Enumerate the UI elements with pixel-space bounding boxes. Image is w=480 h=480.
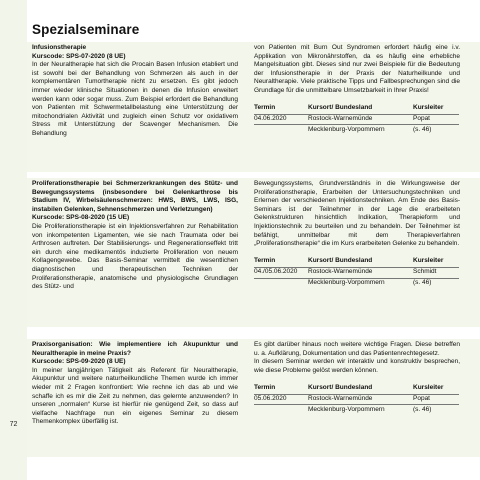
page-margin-band: [0, 0, 27, 480]
seminar-praxisorganisation: [27, 339, 480, 457]
header-kursleiter: Kursleiter: [413, 384, 459, 394]
right-column: [254, 180, 460, 288]
course-code: Kurscode: SPS-09-2020 (8 UE): [32, 358, 126, 366]
seminar-heading: Infusionstherapie: [32, 44, 87, 51]
schedule-date: 04.06.2020: [254, 114, 308, 125]
seminar-description-continued-2: In diesem Seminar werden wir interaktiv und konstruktiv besprechen, wie diese Probleme gelöst werden können.: [254, 358, 460, 374]
left-column: [32, 341, 238, 427]
seminar-description: In meiner langjährigen Tätigkeit als Referent für Neuraltherapie, Akupunktur und weitere naturheilkundliche Themen wurde ich immer wieder mit 2 Fragen konfrontiert: Wie rechne ich das ab und wie schaffe ich es mir die Zeit zu nehmen, das gelernte anzuwenden? In unseren „normalen“ Kurse ist hierfür nie genügend Zeit, so dass auf vielfache Nachfrage nun ein eigenes Seminar zu diesem Themenkomplex überfällig ist.: [32, 366, 238, 426]
header-termin: Termin: [254, 104, 308, 114]
seminar-description: In der Neuraltherapie hat sich die Procain Basen Infusion etabliert und ist sowohl bei der Behandlung von Schmerzen als auch in der komplementären Tumortherapie nicht zu ersetzen. Es gibt jedoch immer wieder klinische Situationen in denen die Infusion erweitert werden kann oder sogar muss. Zum Beispiel erfordert die Behandlung von Patienten mit Schwermetallbelastung eine Unterstützung der mitochondrialen Aktivität und zugleich einen Schutz vor oxidativem Stress mit Unterstützung der Scavenger Mechanismen. Die Behandlung: [32, 61, 238, 137]
schedule-place: Rostock-Warnemünde: [308, 267, 413, 278]
page-title: Spezialseminare: [32, 22, 140, 37]
schedule-date: 04./05.06.2020: [254, 267, 308, 278]
header-kursort: Kursort/ Bundesland: [308, 257, 413, 267]
schedule-region: Mecklenburg-Vorpommern: [308, 279, 385, 287]
seminar-description-continued: Es gibt darüber hinaus noch weitere wichtige Fragen. Diese betreffen u. a. Aufklärung, Dokumentation und das Patientenrechtegesetz.: [254, 341, 460, 357]
schedule-place: Rostock-Warnemünde: [308, 114, 413, 125]
header-termin: Termin: [254, 384, 308, 394]
page-number: 72: [9, 421, 18, 428]
header-kursort: Kursort/ Bundesland: [308, 104, 413, 114]
course-code: Kurscode: SPS-07-2020 (8 UE): [32, 52, 126, 60]
schedule-region: Mecklenburg-Vorpommern: [308, 405, 385, 413]
seminar-infusionstherapie: [27, 42, 480, 172]
course-code: Kurscode: SPS-08-2020 (15 UE): [32, 214, 130, 222]
seminar-description-continued: Bewegungssystems, Grundverständnis in die Wirkungsweise der Proliferationstherapie, Erarbeiten der Untersuchungstechniken und Erlernen der verschiedenen Injektionstechniken. Am Ende des Basis-Seminars ist der Teilnehmer in der Lage die erarbeiteten Gelenkstrukturen hinsichtlich Indikation, Therapieform und Injektionstechnik zu beurteilen und zu behandeln. Der Teilnehmer ist befähigt, unmittelbar mit dem Therapieverfahren „Proliferationstherapie“ die im Kurs erarbeiteten Gelenke zu behandeln.: [254, 180, 460, 248]
left-column: [32, 180, 238, 292]
schedule-page-ref: (s. 46): [413, 125, 432, 133]
header-kursleiter: Kursleiter: [413, 104, 459, 114]
schedule-leader: Popat: [413, 114, 459, 125]
schedule-page-ref: (s. 46): [413, 279, 432, 287]
schedule-page-ref: (s. 46): [413, 405, 432, 413]
right-column: [254, 44, 460, 135]
schedule-table: [254, 384, 459, 415]
schedule-region: Mecklenburg-Vorpommern: [308, 125, 385, 133]
seminar-description-continued: von Patienten mit Burn Out Syndromen erfordert häufig eine i.v. Applikation von Mikronährstoffen, da es häufig eine erhebliche Mangelsituation gibt. Dieses sind nur zwei Beispiele für die Bedeutung der Infusionstherapie in der Praxis der Naturheilkunde und Neuraltherapie. Viele praktische Tipps und Fallbesprechungen sind die Grundlage für die unmittelbare Umsetzbarkeit in Ihrer Praxis!: [254, 44, 460, 94]
left-column: [32, 44, 238, 139]
right-column: [254, 341, 460, 415]
schedule-table: [254, 257, 459, 288]
schedule-leader: Schmidt: [413, 267, 459, 278]
schedule-date: 05.06.2020: [254, 394, 308, 405]
header-termin: Termin: [254, 257, 308, 267]
seminar-heading: Praxisorganisation: Wie implementiere ich Akupunktur und Neuraltherapie in meine Praxis?: [32, 341, 238, 357]
seminar-description: Die Proliferationstherapie ist ein Injektionsverfahren zur Rehabilitation von inkompetenten Ligamenten, wie sie nach Traumata oder bei Arthrosen auftreten. Der Stabilisierungs- und Regenerationseffekt tritt ein durch eine medikamentös induzierte Proliferation von neuem Kollagengewebe. Das Basis-Seminar vermittelt die wesentlichen diagnostischen und therapeutischen Techniken der Proliferationstherapie, anatomische und physiologische Grundlagen des Stütz- und: [32, 222, 238, 291]
schedule-table: [254, 104, 459, 135]
seminar-proliferationstherapie: [27, 178, 480, 327]
schedule-place: Rostock-Warnemünde: [308, 394, 413, 405]
schedule-leader: Popat: [413, 394, 459, 405]
seminar-heading: Proliferationstherapie bei Schmerzerkrankungen des Stütz- und Bewegungssystems (insbesondere bei Gelenkarthrose bis Stadium IV, Wirbelsäulenschmerzen: HWS, BWS, LWS, ISG, instabilen Gelenken, Sehnenschmerzen und Verletzungen): [32, 180, 238, 213]
header-kursort: Kursort/ Bundesland: [308, 384, 413, 394]
header-kursleiter: Kursleiter: [413, 257, 459, 267]
